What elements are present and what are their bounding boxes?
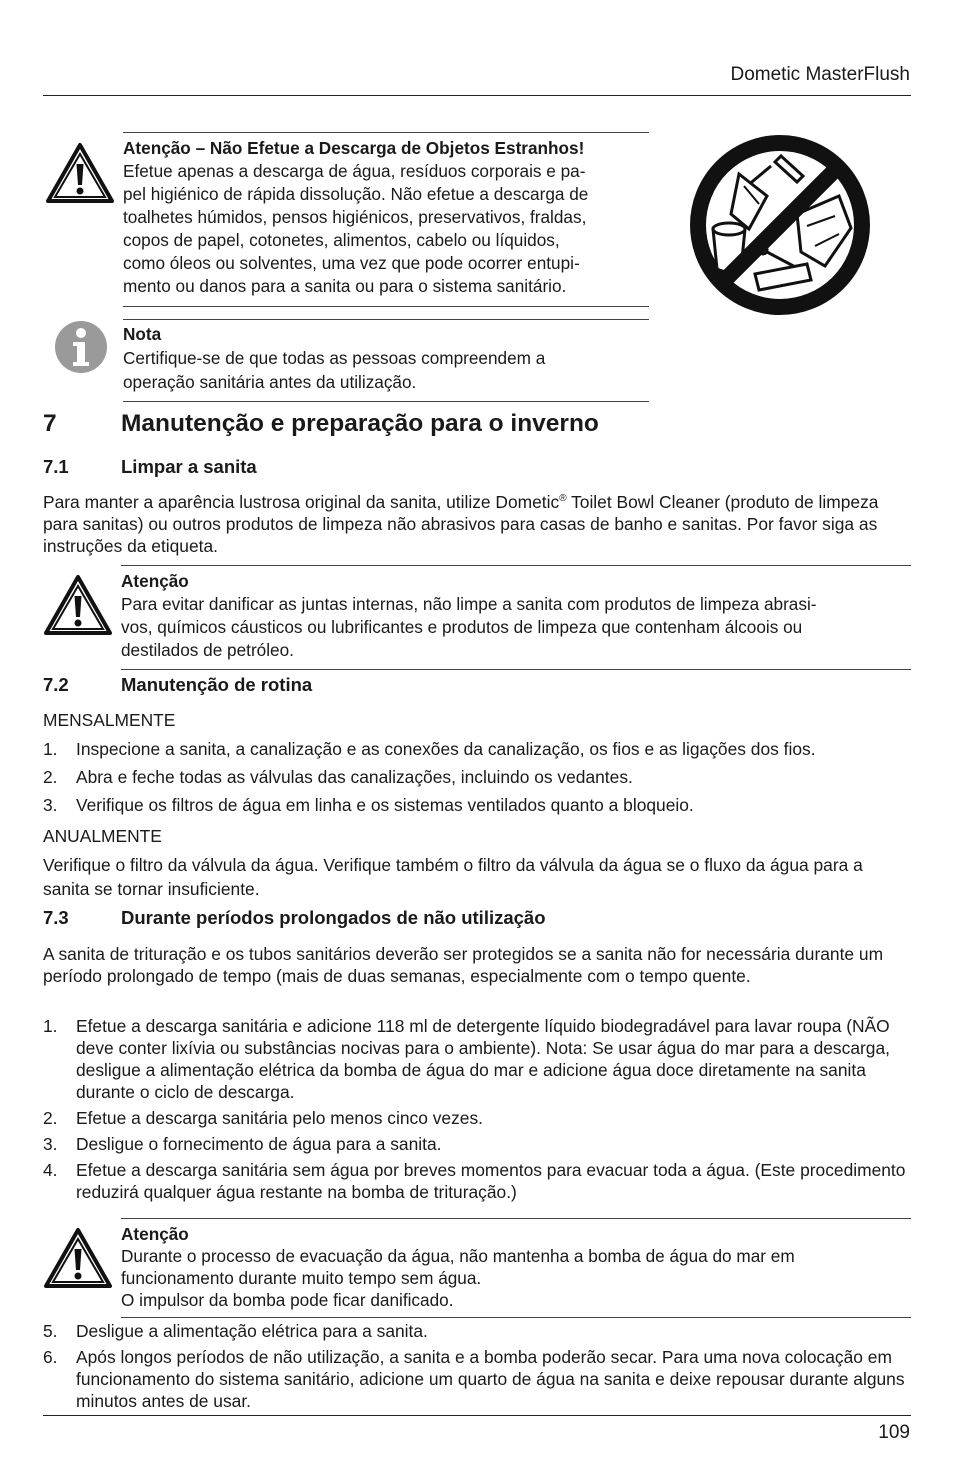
page-number: 109: [878, 1422, 910, 1443]
section-7-1-title: Limpar a sanita: [121, 456, 257, 477]
note-line: operação sanitária antes da utilização.: [123, 372, 417, 392]
list-number: 1.: [43, 739, 58, 759]
notice-line: copos de papel, cotonetes, alimentos, cabelo ou líquidos,: [123, 230, 560, 250]
warning-2-line: funcionamento durante muito tempo sem água.: [121, 1268, 482, 1288]
notice-line: toalhetes húmidos, pensos higiénicos, preservativos, fraldas,: [123, 207, 587, 227]
note-title: Nota: [123, 324, 162, 344]
header-title: Dometic MasterFlush: [730, 64, 910, 85]
warning-triangle-icon: [43, 1227, 113, 1289]
list-number: 3.: [43, 795, 58, 815]
paragraph-text: Toilet Bowl Cleaner (produto de limpeza para sanitas) ou outros produtos de limpeza não abrasivos para casas de banho e sanitas. Por favor siga as instruções da etiqueta.: [43, 491, 879, 556]
list-item: [43, 1346, 911, 1412]
list-text: Efetue a descarga sanitária pelo menos cinco vezes.: [76, 1108, 483, 1128]
notice-title: Atenção – Não Efetue a Descarga de Objetos Estranhos!: [123, 138, 585, 158]
notice-line: Efetue apenas a descarga de água, resíduos corporais e pa-: [123, 161, 586, 181]
note-top-rule: [123, 319, 649, 320]
list-number: 1.: [43, 1016, 58, 1036]
warning-2-line: O impulsor da bomba pode ficar danificado.: [121, 1290, 454, 1310]
list-number: 2.: [43, 1108, 58, 1128]
notice-bottom-rule: [123, 306, 649, 307]
section-7-2-number: 7.2: [43, 674, 69, 695]
list-item: [43, 738, 911, 760]
warning-2-box: [121, 1223, 921, 1311]
footer-rule: [43, 1415, 911, 1416]
warning-triangle-icon: [45, 142, 115, 204]
list-text: Após longos períodos de não utilização, a sanita e a bomba poderão secar. Para uma nova colocação em funcionamento do sistema sanitário, adicione um quarto de água na sanita e deixe repousar durante alguns minutos antes de usar.: [76, 1347, 905, 1411]
notice-line: como óleos ou solventes, uma vez que pode ocorrer entupi-: [123, 253, 580, 273]
warning-2-top-rule: [121, 1218, 911, 1219]
notice-line: mento ou danos para a sanita ou para o sistema sanitário.: [123, 276, 567, 296]
notice-foreign-objects: [123, 137, 663, 298]
section-7-title: Manutenção e preparação para o inverno: [121, 410, 599, 437]
warning-1-line: destilados de petróleo.: [121, 640, 294, 660]
list-number: 6.: [43, 1347, 58, 1367]
warning-2-title: Atenção: [121, 1224, 189, 1244]
list-number: 2.: [43, 767, 58, 787]
section-7-3-title: Durante períodos prolongados de não utilização: [121, 907, 546, 928]
list-item: [43, 1159, 911, 1203]
section-7-3-number: 7.3: [43, 907, 69, 928]
list-text: Inspecione a sanita, a canalização e as conexões da canalização, os fios e as ligações dos fios.: [76, 739, 816, 759]
list-text: Efetue a descarga sanitária e adicione 118 ml de detergente líquido biodegradável para lavar roupa (NÃO deve conter lixívia ou substâncias nocivas para o ambiente). Nota: Se usar água do mar para a descarga, desligue a alimentação elétrica da bomba de água do mar e adicione água doce diretamente na sanita durante o ciclo de descarga.: [76, 1016, 890, 1102]
monthly-label: MENSALMENTE: [43, 710, 176, 730]
list-item: [43, 1107, 911, 1129]
notice-line: pel higiénico de rápida dissolução. Não efetue a descarga de: [123, 184, 589, 204]
section-7-3-intro: A sanita de trituração e os tubos sanitários deverão ser protegidos se a sanita não for necessária durante um período prolongado de tempo (mais de duas semanas, especialmente com o tempo quente.: [43, 944, 884, 986]
list-text: Desligue a alimentação elétrica para a sanita.: [76, 1321, 428, 1341]
list-item: [43, 1133, 911, 1155]
list-text: Verifique os filtros de água em linha e os sistemas ventilados quanto a bloqueio.: [76, 795, 694, 815]
section-7-2-title: Manutenção de rotina: [121, 674, 313, 695]
note-box: [123, 323, 663, 394]
list-number: 3.: [43, 1134, 58, 1154]
paragraph-text: Para manter a aparência lustrosa original da sanita, utilize Dometic: [43, 491, 560, 512]
monthly-list: [43, 738, 911, 816]
list-text: Abra e feche todas as válvulas das canalizações, incluindo os vedantes.: [76, 767, 633, 787]
annual-label: ANUALMENTE: [43, 826, 162, 846]
header-rule: [43, 95, 911, 96]
list-text: Efetue a descarga sanitária sem água por breves momentos para evacuar toda a água. (Este procedimento reduzirá qualquer água restante na bomba de trituração.): [76, 1160, 906, 1202]
winterize-list-b: [43, 1320, 911, 1412]
warning-1-bottom-rule: [121, 669, 911, 670]
section-7-number: 7: [43, 410, 57, 437]
warning-1-title: Atenção: [121, 571, 189, 591]
info-icon: [54, 320, 108, 374]
warning-1-box: [121, 570, 921, 662]
list-item: [43, 766, 911, 788]
warning-1-line: vos, químicos cáusticos ou lubrificantes e produtos de limpeza que contenham álcoois ou: [121, 617, 803, 637]
winterize-list-a: [43, 1015, 911, 1203]
no-foreign-objects-icon: [689, 134, 871, 316]
list-item: [43, 1015, 911, 1103]
warning-1-line: Para evitar danificar as juntas internas, não limpe a sanita com produtos de limpeza abrasi-: [121, 594, 817, 614]
warning-2-line: Durante o processo de evacuação da água, não mantenha a bomba de água do mar em: [121, 1246, 795, 1266]
warning-triangle-icon: [43, 574, 113, 636]
warning-1-top-rule: [121, 565, 911, 566]
registered-mark: ®: [559, 493, 567, 504]
note-bottom-rule: [123, 401, 649, 402]
warning-2-bottom-rule: [121, 1317, 911, 1318]
list-item: [43, 1320, 911, 1342]
section-7-1-number: 7.1: [43, 456, 69, 477]
list-number: 4.: [43, 1160, 58, 1180]
note-line: Certifique-se de que todas as pessoas compreendem a: [123, 348, 546, 368]
section-7-1-paragraph: [43, 488, 911, 557]
list-text: Desligue o fornecimento de água para a sanita.: [76, 1134, 442, 1154]
annual-paragraph: Verifique o filtro da válvula da água. Verifique também o filtro da válvula da água se o fluxo da água para a sanita se tornar insuficiente.: [43, 855, 863, 899]
list-item: [43, 794, 911, 816]
notice-top-rule: [123, 132, 649, 133]
list-number: 5.: [43, 1321, 58, 1341]
